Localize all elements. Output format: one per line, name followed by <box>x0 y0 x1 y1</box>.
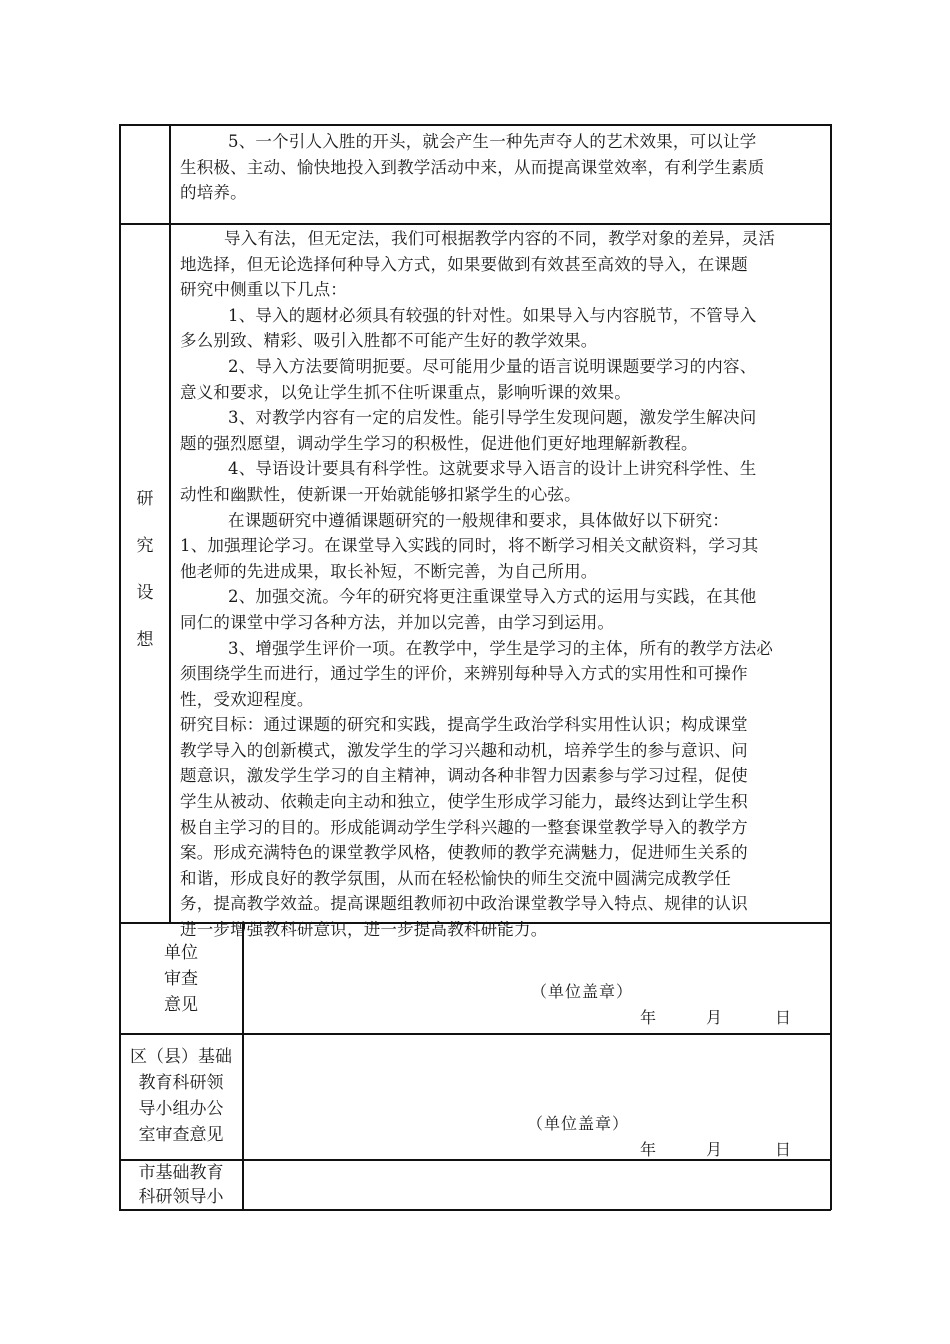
city-review-label-line: 市基础教育 <box>138 1163 224 1183</box>
research-line: 意义和要求，以免让学生抓不住听课重点，影响听课的效果。 <box>180 382 631 402</box>
district-review-label-line: 室审查意见 <box>138 1125 224 1145</box>
date-month-label: 月 <box>706 1140 723 1159</box>
date-month-label: 月 <box>706 1008 723 1027</box>
research-line: 研究中侧重以下几点： <box>180 280 347 300</box>
date-day-label: 日 <box>775 1008 792 1027</box>
date-year-label: 年 <box>640 1140 657 1159</box>
research-line: 案。形成充满特色的课堂教学风格，使教师的教学充满魅力，促进师生关系的 <box>180 843 748 863</box>
table-border-top <box>119 124 831 126</box>
unit-review-label-line: 意见 <box>164 995 198 1015</box>
research-line: 学生从被动、依赖走向主动和独立，使学生形成学习能力，最终达到让学生积 <box>180 792 748 812</box>
research-label-char: 想 <box>136 630 154 650</box>
research-label-char: 设 <box>136 583 154 603</box>
unit-review-label <box>120 940 242 1018</box>
research-line: 2、加强交流。今年的研究将更注重课堂导入方式的运用与实践，在其他 <box>228 587 757 607</box>
research-line: 题的强烈愿望，调动学生学习的积极性，促进他们更好地理解新教程。 <box>180 433 698 453</box>
research-line: 3、增强学生评价一项。在教学中，学生是学习的主体，所有的教学方法必 <box>228 638 774 658</box>
table-border-right <box>830 124 832 1210</box>
research-line: 动性和幽默性，使新课一开始就能够扣紧学生的心弦。 <box>180 484 581 504</box>
date-day-label: 日 <box>775 1140 792 1159</box>
top-cell-line: 生积极、主动、愉快地投入到教学活动中来，从而提高课堂效率，有利学生素质 <box>180 157 765 177</box>
unit-stamp-text: （单位盖章） <box>531 982 634 1001</box>
research-plan-label <box>121 476 169 664</box>
research-line: 多么别致、精彩、吸引入胜都不可能产生好的教学效果。 <box>180 331 598 351</box>
unit-review-label-line: 审查 <box>164 969 198 989</box>
city-review-label-line: 科研领导小 <box>138 1187 224 1207</box>
district-review-label-line: 教育科研领 <box>138 1073 224 1093</box>
research-line: 在课题研究中遵循课题研究的一般规律和要求，具体做好以下研究： <box>228 510 729 530</box>
research-line: 研究目标：通过课题的研究和实践，提高学生政治学科实用性认识；构成课堂 <box>180 715 748 735</box>
research-line: 题意识，激发学生学习的自主精神，调动各种非智力因素参与学习过程，促使 <box>180 766 748 786</box>
district-review-label-line: 导小组办公 <box>138 1099 224 1119</box>
research-line: 地选择，但无论选择何种导入方式，如果要做到有效甚至高效的导入，在课题 <box>180 254 748 274</box>
research-line: 极自主学习的目的。形成能调动学生学科兴趣的一整套课堂教学导入的教学方 <box>180 817 748 837</box>
research-label-char: 究 <box>136 536 154 556</box>
label-column-divider-lower <box>242 922 244 1210</box>
research-line: 务，提高教学效益。提高课题组教师初中政治课堂教学导入特点、规律的认识 <box>180 894 748 914</box>
research-line: 同仁的课堂中学习各种方法，并加以完善，由学习到运用。 <box>180 612 615 632</box>
district-stamp-text: （单位盖章） <box>527 1114 630 1133</box>
table-border-bottom <box>119 1209 831 1211</box>
research-label-char: 研 <box>136 489 154 509</box>
research-plan-content <box>180 226 775 943</box>
district-review-label <box>120 1044 242 1148</box>
research-line: 进一步增强教科研意识，进一步提高教科研能力。 <box>180 920 548 940</box>
date-year-label: 年 <box>640 1008 657 1027</box>
top-cell-line: 5、一个引人入胜的开头，就会产生一种先声夺人的艺术效果，可以让学 <box>228 132 757 151</box>
row-divider-3 <box>119 1033 831 1035</box>
research-line: 2、导入方法要简明扼要。尽可能用少量的语言说明课题要学习的内容、 <box>228 356 757 376</box>
top-cell-line: 的培养。 <box>180 183 247 203</box>
research-line: 性，受欢迎程度。 <box>180 689 314 709</box>
top-cell-content <box>180 129 765 206</box>
unit-review-label-line: 单位 <box>164 943 198 963</box>
research-line: 须围绕学生而进行，通过学生的评价，来辨别每种导入方式的实用性和可操作 <box>180 664 748 684</box>
label-column-divider-upper <box>169 124 171 923</box>
research-line: 1、导入的题材必须具有较强的针对性。如果导入与内容脱节，不管导入 <box>228 305 757 325</box>
research-line: 3、对教学内容有一定的启发性。能引导学生发现问题，激发学生解决问 <box>228 408 757 428</box>
city-review-label <box>120 1161 242 1209</box>
research-line: 和谐，形成良好的教学氛围，从而在轻松愉快的师生交流中圆满完成教学任 <box>180 868 732 888</box>
research-line: 4、导语设计要具有科学性。这就要求导入语言的设计上讲究科学性、生 <box>228 459 757 479</box>
district-review-label-line: 区（县）基础 <box>130 1047 232 1067</box>
research-line: 教学导入的创新模式，激发学生的学习兴趣和动机，培养学生的参与意识、问 <box>180 740 748 760</box>
research-line: 他老师的先进成果，取长补短，不断完善，为自己所用。 <box>180 561 598 581</box>
research-line: 导入有法，但无定法，我们可根据教学内容的不同，教学对象的差异，灵活 <box>224 229 776 248</box>
row-divider-1 <box>119 223 831 225</box>
research-line: 1、加强理论学习。在课堂导入实践的同时，将不断学习相关文献资料，学习其 <box>180 536 759 556</box>
